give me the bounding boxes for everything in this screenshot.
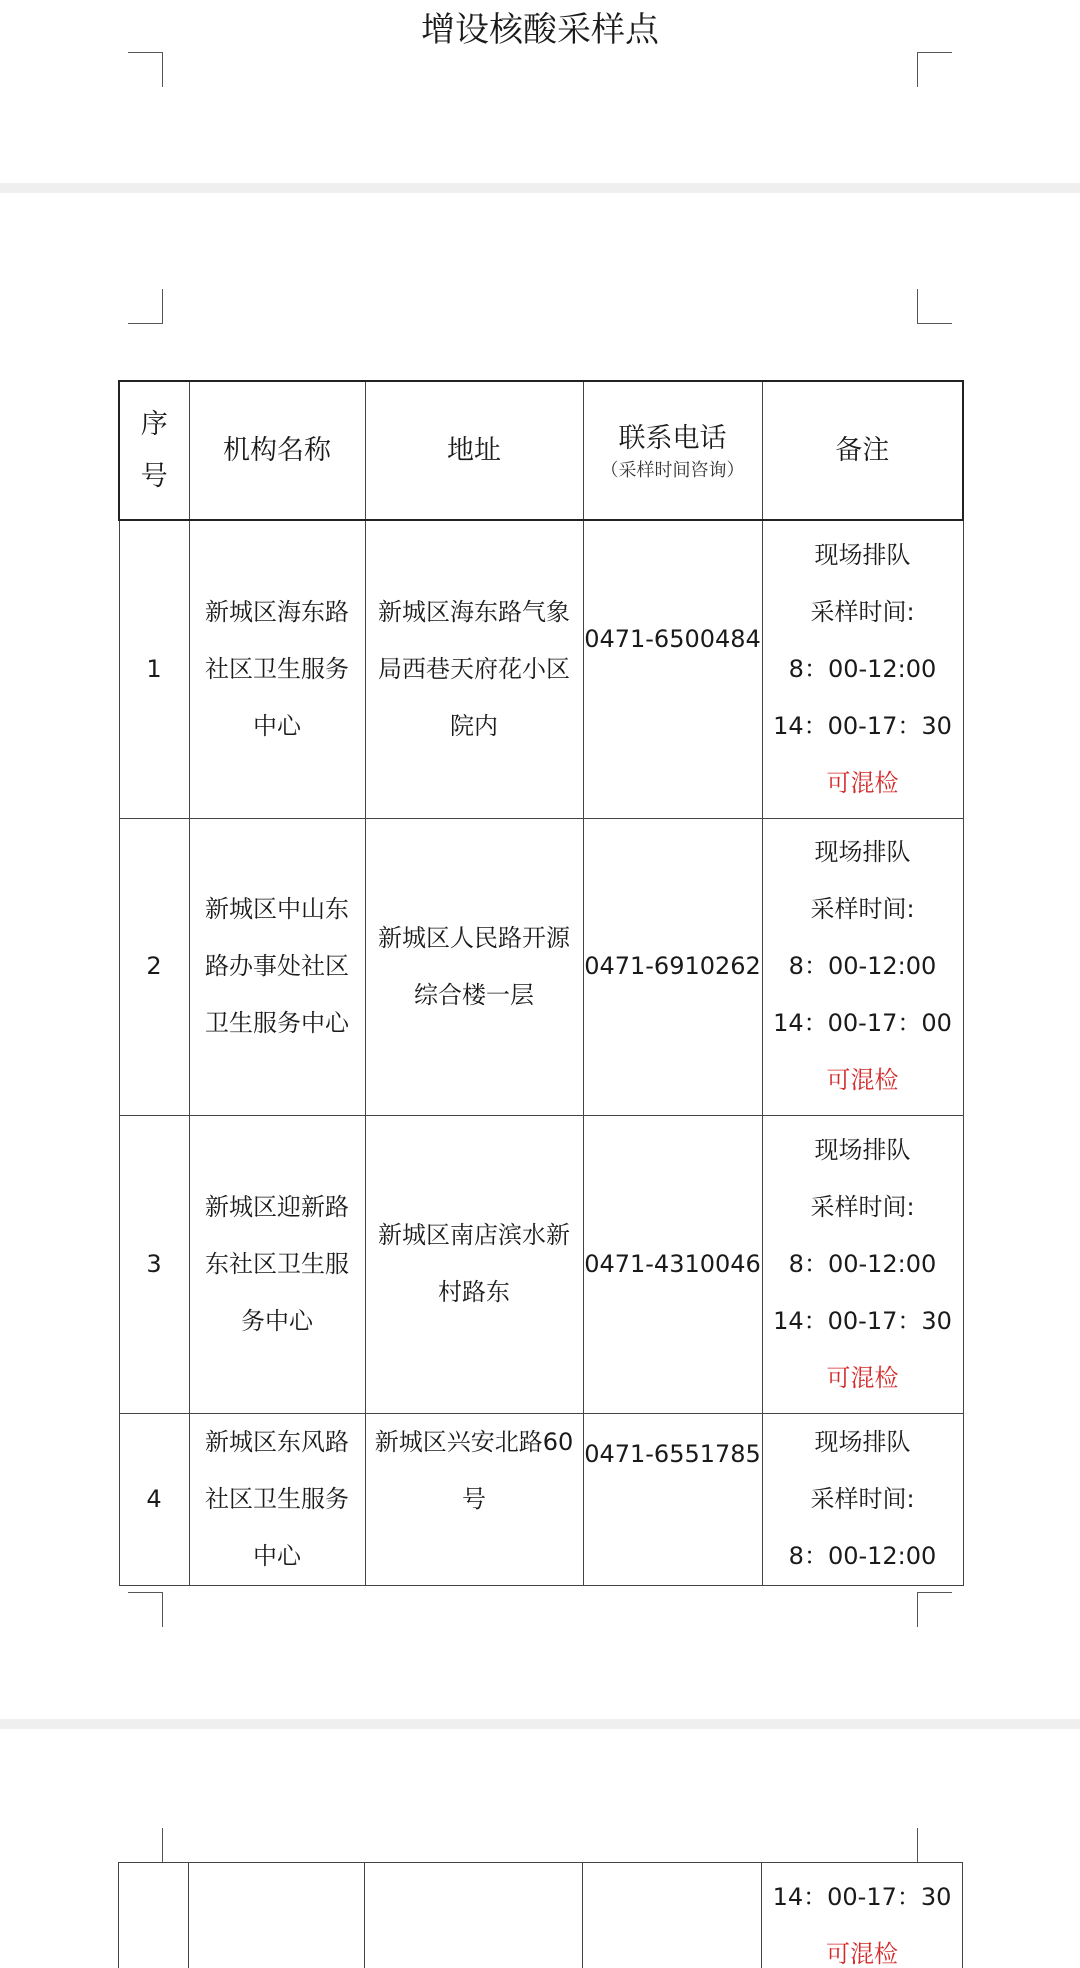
- page-corner-mark: [917, 1592, 952, 1627]
- page-corner-mark: [917, 289, 952, 324]
- cell-remark: 现场排队 采样时间: 8：00-12:00: [762, 1413, 963, 1585]
- table-row: [119, 818, 963, 1115]
- cell-seq: 4: [119, 1413, 189, 1585]
- cell-name: 新城区东风路社区卫生服务中心: [189, 1413, 365, 1585]
- continued-table: [118, 1862, 964, 1968]
- table-row: [119, 520, 963, 818]
- cell-address: [365, 1863, 583, 1968]
- header-seq: 序 号: [119, 381, 189, 520]
- mixed-test-note: 可混检: [826, 1066, 899, 1094]
- mixed-test-note: 可混检: [826, 768, 899, 797]
- cell-seq: 3: [119, 1115, 189, 1413]
- cell-remark: 现场排队 采样时间: 8：00-12:00 14：00-17：30 可混检: [762, 1115, 963, 1413]
- page-separator: [0, 1719, 1080, 1729]
- cell-phone: 0471-6500484: [583, 520, 762, 818]
- cell-name: [189, 1863, 365, 1968]
- cell-seq: 1: [119, 520, 189, 818]
- mixed-test-note: 可混检: [826, 1363, 899, 1392]
- page-corner-mark: [128, 289, 163, 324]
- cell-remark: 现场排队 采样时间: 8：00-12:00 14：00-17：00 可混检: [762, 818, 963, 1115]
- cell-address: 新城区海东路气象局西巷天府花小区院内: [365, 520, 583, 818]
- header-name: 机构名称: [189, 381, 365, 520]
- cell-remark: 14：00-17：30 可混检: [762, 1863, 963, 1968]
- sampling-sites-table: [118, 380, 964, 1586]
- cell-remark: 现场排队 采样时间: 8：00-12:00 14：00-17：30 可混检: [762, 520, 963, 818]
- cell-phone: [583, 1863, 762, 1968]
- header-remark: 备注: [762, 381, 963, 520]
- table-row: [119, 1413, 963, 1585]
- cell-name: 新城区海东路社区卫生服务中心: [189, 520, 365, 818]
- cell-address: 新城区人民路开源综合楼一层: [365, 818, 583, 1115]
- cell-phone: 0471-6551785: [583, 1413, 762, 1585]
- mixed-test-note: 可混检: [826, 1940, 898, 1968]
- cell-address: 新城区兴安北路60号: [365, 1413, 583, 1585]
- table-header-row: [119, 381, 963, 520]
- page-corner-mark: [128, 1592, 163, 1627]
- continued-table-row: [118, 1862, 963, 1968]
- cell-name: 新城区中山东路办事处社区卫生服务中心: [189, 818, 365, 1115]
- page-corner-mark: [128, 1828, 163, 1863]
- header-phone: 联系电话 （采样时间咨询）: [583, 381, 762, 520]
- cell-seq: 2: [119, 818, 189, 1115]
- cell-seq: [119, 1863, 189, 1968]
- cell-address: 新城区南店滨水新村路东: [365, 1115, 583, 1413]
- page-title: 增设核酸采样点: [421, 10, 659, 50]
- page-corner-mark: [917, 1828, 952, 1863]
- header-address: 地址: [365, 381, 583, 520]
- page-separator: [0, 183, 1080, 193]
- table-row: [119, 1115, 963, 1413]
- page-corner-mark: [128, 52, 163, 87]
- page-corner-mark: [917, 52, 952, 87]
- cell-name: 新城区迎新路东社区卫生服务中心: [189, 1115, 365, 1413]
- cell-phone: 0471-4310046: [583, 1115, 762, 1413]
- cell-phone: 0471-6910262: [583, 818, 762, 1115]
